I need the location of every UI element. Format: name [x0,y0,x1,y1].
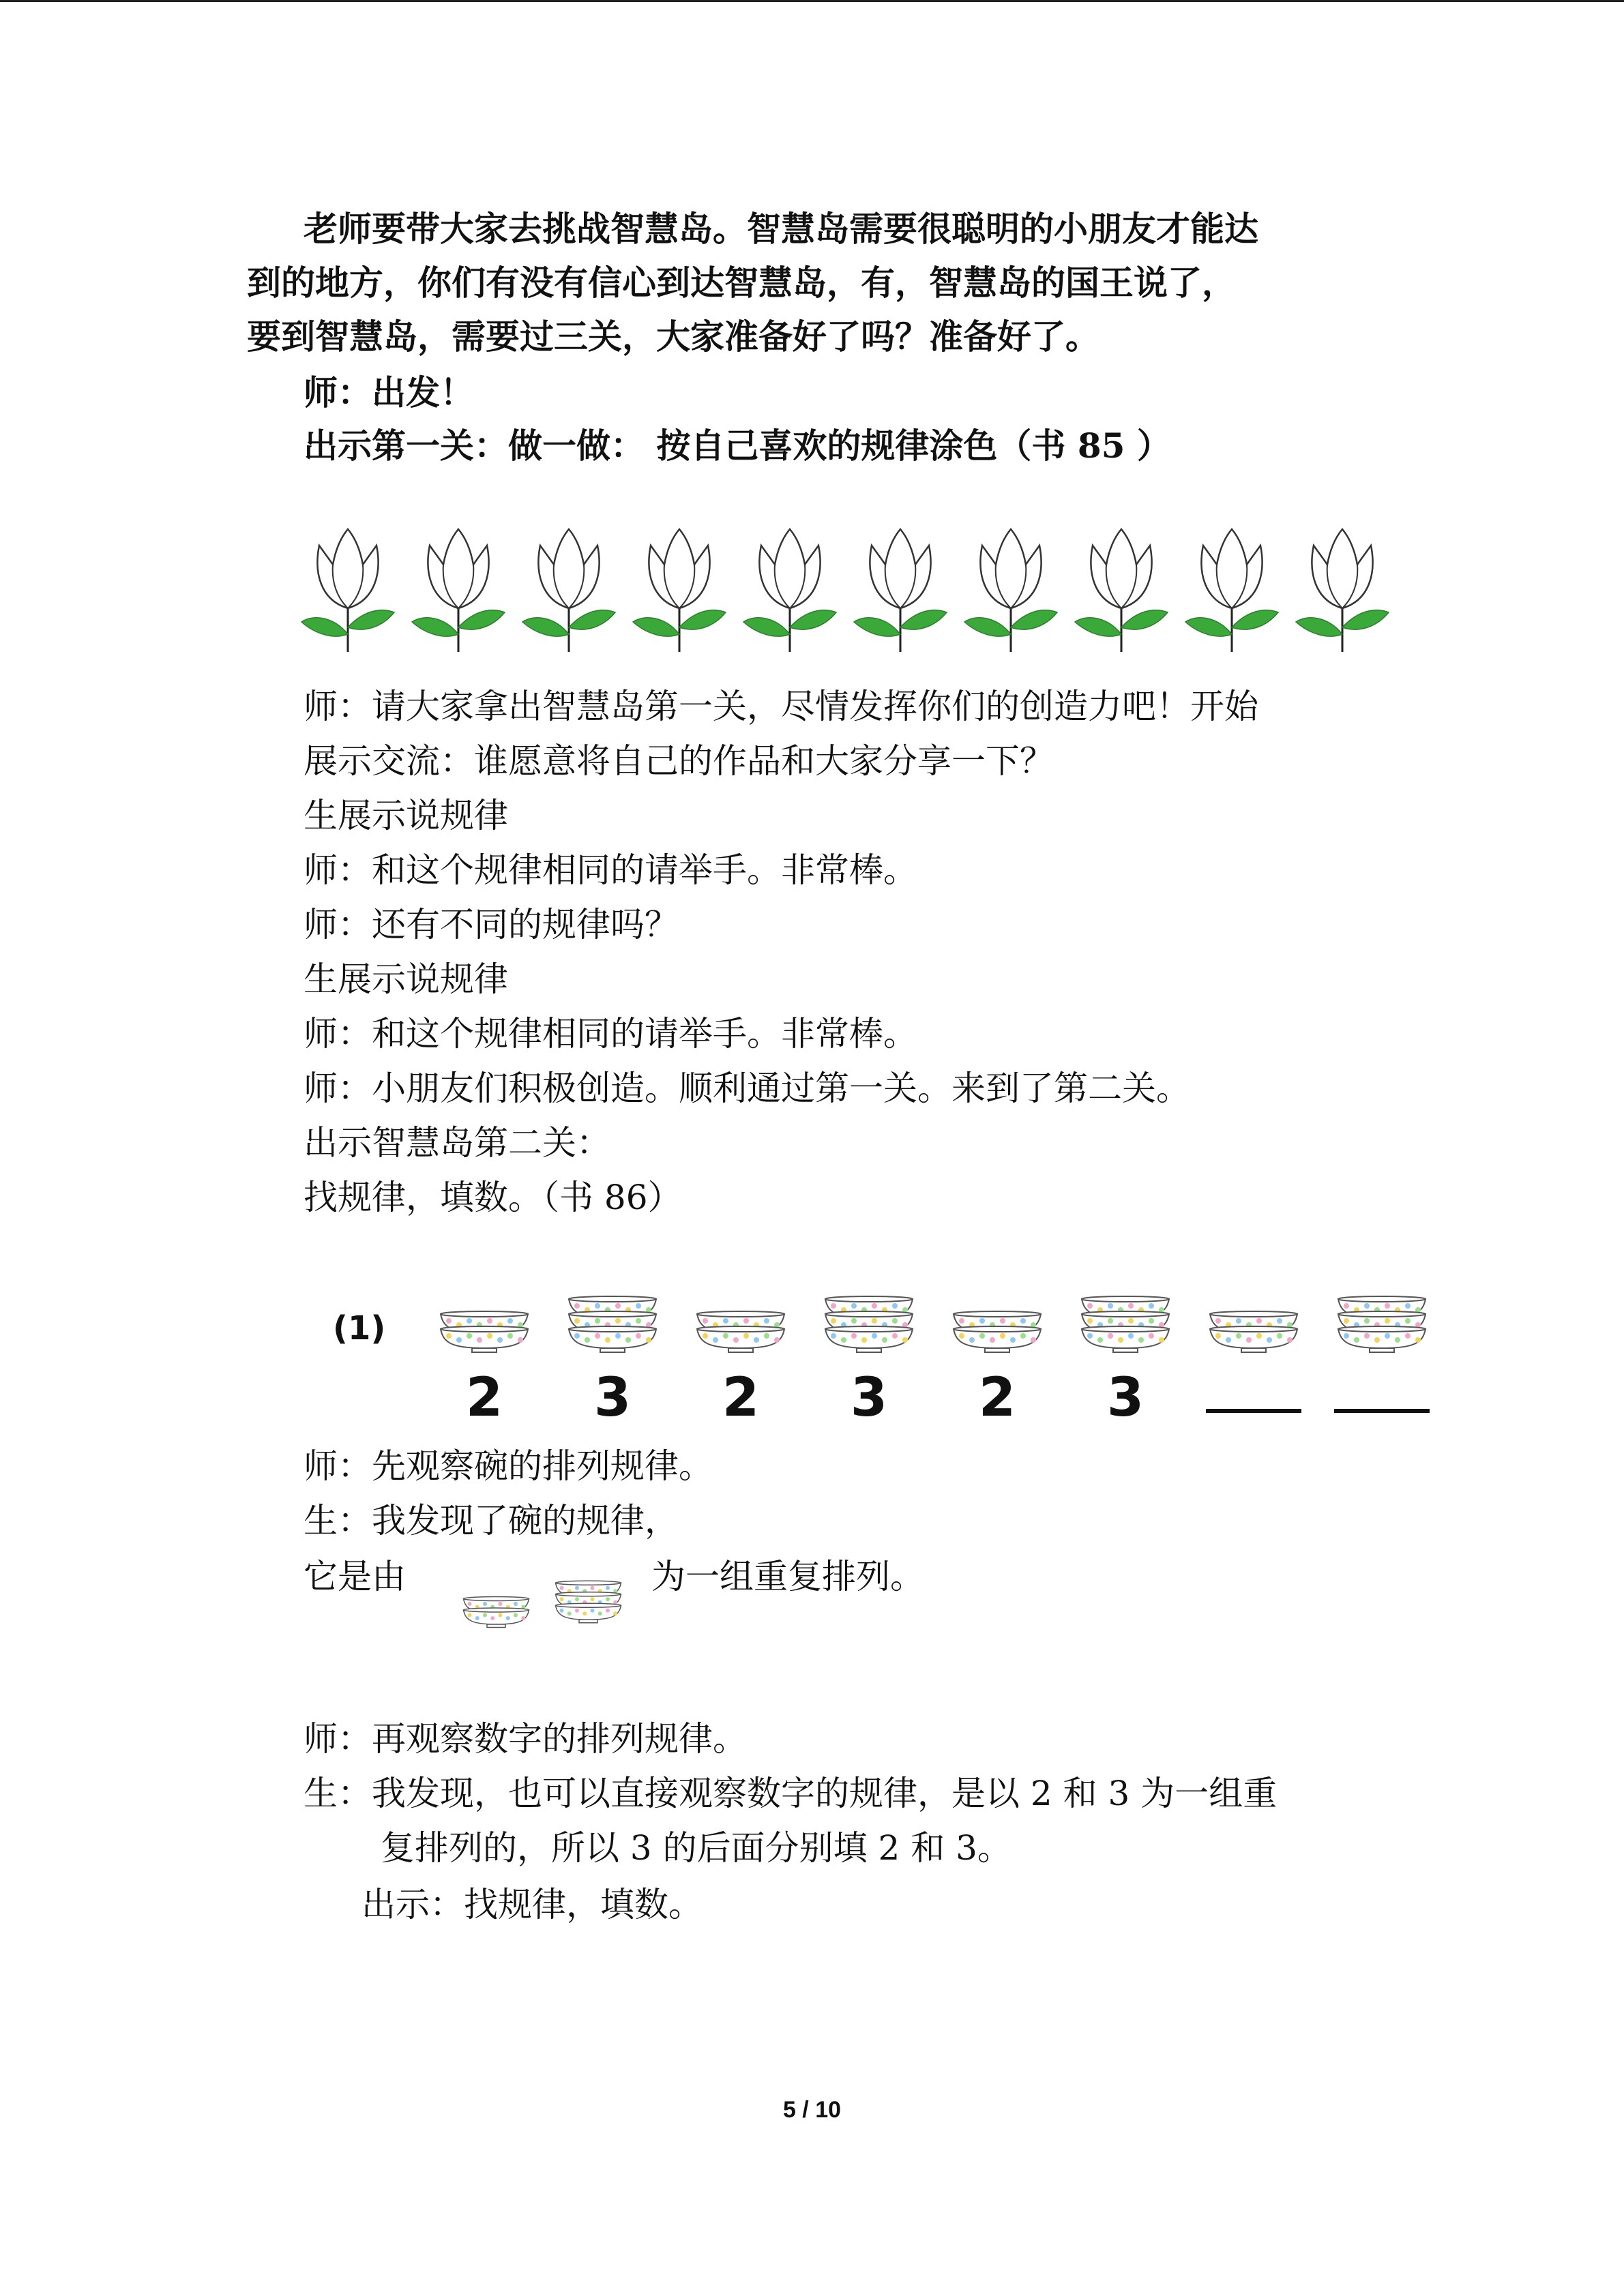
sequence-number: 2 [465,1367,503,1429]
dialog-line: 生展示说规律 [304,959,508,999]
dialog2-line-6: 复排列的，所以 3 的后面分别填 2 和 3。 [381,1828,1012,1868]
paragraph-line-3: 要到智慧岛，需要过三关，大家准备好了吗？准备好了。 [247,316,1099,357]
tulip-icon [963,525,1059,655]
number-row [437,1367,1460,1432]
dialog2-line-3-prefix: 它是由 [304,1557,406,1596]
bowl-stack-icon [1078,1289,1173,1368]
dialog-line: 出示智慧岛第二关： [304,1123,610,1163]
dialog2-line-4: 师：再观察数字的排列规律。 [304,1719,747,1759]
dialog2-line-1: 师：先观察碗的排列规律。 [304,1446,713,1486]
dialog-line: 找规律，填数。（书 86） [304,1178,682,1217]
dialog-line: 生展示说规律 [304,796,508,835]
bowl-stack-icon [693,1304,788,1368]
sequence-number: 3 [850,1367,888,1429]
bowl-stack-icon [949,1304,1045,1368]
bowl-stack-icon [552,1558,624,1652]
dialog-line: 师：请大家拿出智慧岛第一关，尽情发挥你们的创造力吧！开始 [304,687,1258,726]
answer-blank[interactable] [1206,1409,1301,1413]
dialog2-line-2: 生：我发现了碗的规律， [304,1501,679,1540]
top-border [0,0,1624,2]
bowl-stack-icon [565,1289,660,1368]
sequence-number: 3 [593,1367,632,1429]
tulip-icon [1184,525,1280,655]
tulip-icon [742,525,838,655]
tulip-icon [300,525,396,655]
dialog-line: 师：和这个规律相同的请举手。非常棒。 [304,1014,917,1054]
dialog2-line-3-suffix: 为一组重复排列。 [651,1557,924,1596]
sequence-number: 3 [1106,1367,1145,1429]
page-number: 5 / 10 [782,2097,842,2123]
dialog-line: 师：还有不同的规律吗？ [304,905,679,944]
tulip-icon [521,525,617,655]
level1-title: 出示第一关：做一做： 按自己喜欢的规律涂色（书 85 ） [304,426,1171,466]
tulip-icon [1295,525,1390,655]
sequence-number: 2 [978,1367,1016,1429]
bowl-stack-icon [821,1289,917,1368]
tulip-row [300,525,1405,661]
bowl-group-example [460,1558,631,1660]
tulip-icon [1074,525,1169,655]
tulip-icon [411,525,506,655]
paragraph-line-2: 到的地方，你们有没有信心到达智慧岛，有，智慧岛的国王说了， [247,263,1236,303]
bowl-stack-icon [460,1579,532,1652]
dialog-line: 展示交流：谁愿意将自己的作品和大家分享一下？ [304,741,1054,781]
sequence-number: 2 [722,1367,760,1429]
dialog-line: 师：小朋友们积极创造。顺利通过第一关。来到了第二关。 [304,1069,1190,1108]
bowl-row [437,1289,1460,1371]
dialog2-line-5: 生：我发现，也可以直接观察数字的规律，是以 2 和 3 为一组重 [304,1774,1278,1813]
dialog-line: 师：和这个规律相同的请举手。非常棒。 [304,850,917,890]
paragraph-line-1: 老师要带大家去挑战智慧岛。智慧岛需要很聪明的小朋友才能达 [304,209,1258,249]
tulip-icon [853,525,948,655]
teacher-start: 师：出发！ [304,372,474,413]
tulip-icon [632,525,727,655]
dialog2-line-7: 出示：找规律，填数。 [361,1885,703,1924]
bowl-stack-icon [1334,1289,1430,1368]
bowl-stack-icon [437,1304,532,1368]
exercise-label: (1) [333,1309,386,1347]
answer-blank[interactable] [1334,1409,1430,1413]
bowl-stack-icon [1206,1304,1301,1368]
